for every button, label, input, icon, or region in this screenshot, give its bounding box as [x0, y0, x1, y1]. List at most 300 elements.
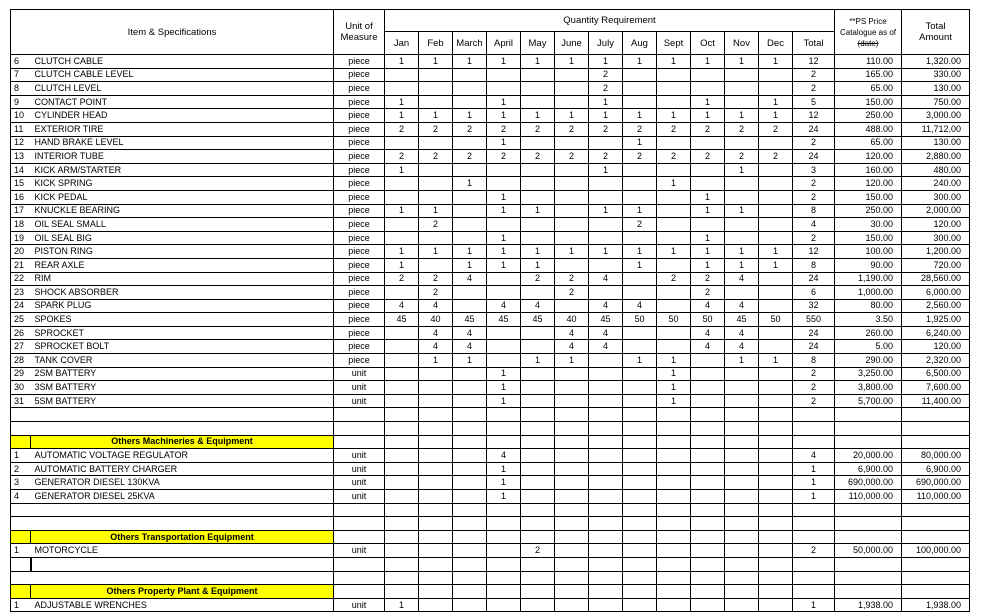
month-qty: [657, 204, 691, 218]
unit-of-measure: piece: [334, 55, 385, 69]
unit-price: 50,000.00: [835, 544, 902, 558]
item-name: [31, 571, 334, 585]
month-qty: [657, 136, 691, 150]
row-number: 21: [11, 258, 31, 272]
total-amount: 130.00: [902, 136, 970, 150]
blank-cell: [385, 503, 419, 517]
unit-price: 120.00: [835, 150, 902, 164]
item-name: 5SM BATTERY: [31, 394, 334, 408]
procurement-table: [10, 9, 970, 612]
month-qty: 1: [657, 394, 691, 408]
blank-cell: [521, 435, 555, 449]
month-qty: [691, 163, 725, 177]
blank-cell: [759, 503, 793, 517]
month-qty: [657, 462, 691, 476]
month-qty: [555, 204, 589, 218]
blank-cell: [725, 435, 759, 449]
month-qty: 2: [555, 122, 589, 136]
blank-cell: [334, 557, 385, 571]
month-qty: [419, 367, 453, 381]
section-title: Others Transportation Equipment: [31, 530, 334, 544]
table-row: [11, 177, 970, 191]
row-number: [11, 408, 31, 422]
amount-header-line-1: Total: [925, 21, 946, 32]
blank-cell: [555, 503, 589, 517]
table-row: [11, 340, 970, 354]
blank-cell: [555, 585, 589, 599]
month-qty: [759, 449, 793, 463]
blank-cell: [385, 517, 419, 531]
blank-cell: [725, 422, 759, 436]
month-qty: 2: [623, 122, 657, 136]
month-qty: [623, 82, 657, 96]
month-qty: 1: [453, 258, 487, 272]
month-qty: 1: [623, 204, 657, 218]
month-qty: 1: [385, 55, 419, 69]
row-number: [11, 517, 31, 531]
month-qty: [419, 95, 453, 109]
month-qty: [521, 95, 555, 109]
month-qty: 1: [419, 109, 453, 123]
month-qty: 1: [589, 109, 623, 123]
month-qty: 1: [487, 55, 521, 69]
month-qty: [657, 340, 691, 354]
total-qty: 24: [793, 272, 835, 286]
month-qty: [657, 190, 691, 204]
row-number: 1: [11, 544, 31, 558]
unit-of-measure: piece: [334, 163, 385, 177]
month-qty: [555, 95, 589, 109]
month-qty: 1: [657, 367, 691, 381]
month-qty: 4: [691, 340, 725, 354]
blank-cell: [589, 422, 623, 436]
table-row: [11, 82, 970, 96]
month-qty: [521, 340, 555, 354]
unit-of-measure: unit: [334, 544, 385, 558]
row-number: [11, 557, 31, 571]
month-qty: 2: [759, 122, 793, 136]
month-qty: [385, 340, 419, 354]
month-qty: [759, 381, 793, 395]
blank-cell: [725, 517, 759, 531]
month-qty: 1: [759, 55, 793, 69]
month-qty: [623, 598, 657, 612]
blank-cell: [793, 585, 835, 599]
month-qty: [453, 367, 487, 381]
total-qty: 1: [793, 476, 835, 490]
month-qty: [623, 177, 657, 191]
row-number: 20: [11, 245, 31, 259]
unit-of-measure: piece: [334, 150, 385, 164]
month-qty: [759, 367, 793, 381]
month-qty: 4: [453, 326, 487, 340]
blank-cell: [759, 422, 793, 436]
blank-cell: [555, 557, 589, 571]
month-qty: 2: [521, 272, 555, 286]
month-qty: [589, 544, 623, 558]
month-qty: 1: [657, 245, 691, 259]
blank-cell: [453, 517, 487, 531]
month-qty: 1: [623, 258, 657, 272]
total-amount: 1,938.00: [902, 598, 970, 612]
month-qty: [419, 490, 453, 504]
month-qty: [623, 394, 657, 408]
month-qty: 1: [385, 258, 419, 272]
blank-cell: [902, 422, 970, 436]
month-header-aug: Aug: [623, 32, 657, 55]
month-qty: [555, 177, 589, 191]
blank-cell: [487, 530, 521, 544]
month-qty: 1: [759, 258, 793, 272]
table-row: [11, 299, 970, 313]
month-qty: 2: [725, 122, 759, 136]
month-qty: 1: [487, 95, 521, 109]
month-qty: 4: [725, 299, 759, 313]
month-qty: 1: [487, 109, 521, 123]
month-qty: [419, 190, 453, 204]
blank-cell: [521, 408, 555, 422]
month-qty: 1: [657, 381, 691, 395]
unit-of-measure: unit: [334, 490, 385, 504]
month-qty: [589, 286, 623, 300]
month-qty: [555, 462, 589, 476]
item-name: TANK COVER: [31, 354, 334, 368]
blank-cell: [835, 422, 902, 436]
month-qty: 1: [691, 55, 725, 69]
month-qty: [725, 136, 759, 150]
unit-of-measure: piece: [334, 231, 385, 245]
table-row: [11, 272, 970, 286]
blank-cell: [589, 557, 623, 571]
blank-cell: [623, 408, 657, 422]
month-qty: 1: [521, 258, 555, 272]
month-qty: [589, 177, 623, 191]
table-row: [11, 55, 970, 69]
blank-cell: [385, 557, 419, 571]
unit-price: 165.00: [835, 68, 902, 82]
month-qty: 4: [725, 272, 759, 286]
blank-cell: [385, 571, 419, 585]
month-qty: [657, 490, 691, 504]
month-qty: 2: [691, 272, 725, 286]
blank-cell: [759, 571, 793, 585]
row-number: 11: [11, 122, 31, 136]
month-qty: [759, 163, 793, 177]
month-qty: [419, 462, 453, 476]
month-qty: [759, 490, 793, 504]
month-qty: [759, 544, 793, 558]
blank-cell: [555, 530, 589, 544]
month-qty: [623, 326, 657, 340]
blank-cell: [902, 408, 970, 422]
blank-cell: [521, 571, 555, 585]
month-qty: 1: [521, 204, 555, 218]
month-qty: 1: [725, 354, 759, 368]
blank-row: [11, 557, 970, 571]
unit-price: 3,250.00: [835, 367, 902, 381]
month-qty: [385, 218, 419, 232]
month-qty: 4: [385, 299, 419, 313]
item-name: KICK SPRING: [31, 177, 334, 191]
blank-cell: [334, 585, 385, 599]
item-name: OIL SEAL SMALL: [31, 218, 334, 232]
unit-price: 690,000.00: [835, 476, 902, 490]
blank-cell: [521, 517, 555, 531]
month-qty: [555, 299, 589, 313]
month-qty: [759, 68, 793, 82]
month-qty: [691, 68, 725, 82]
month-qty: [521, 286, 555, 300]
total-amount: 110,000.00: [902, 490, 970, 504]
price-header-line-2: Catalogue as of: [839, 27, 897, 37]
total-qty: 3: [793, 163, 835, 177]
unit-of-measure: unit: [334, 394, 385, 408]
item-name: EXTERIOR TIRE: [31, 122, 334, 136]
month-qty: [657, 258, 691, 272]
month-qty: 4: [419, 340, 453, 354]
total-amount: 6,000.00: [902, 286, 970, 300]
blank-cell: [793, 503, 835, 517]
table-row: [11, 544, 970, 558]
total-qty: 24: [793, 340, 835, 354]
section-fill: [11, 530, 31, 544]
month-qty: [589, 476, 623, 490]
month-qty: [453, 95, 487, 109]
month-qty: 4: [725, 326, 759, 340]
row-number: 19: [11, 231, 31, 245]
month-qty: [521, 82, 555, 96]
month-qty: 4: [589, 326, 623, 340]
month-qty: [555, 598, 589, 612]
blank-cell: [385, 408, 419, 422]
unit-of-measure: piece: [334, 68, 385, 82]
unit-of-measure: piece: [334, 272, 385, 286]
table-row: [11, 354, 970, 368]
row-number: 30: [11, 381, 31, 395]
month-qty: [453, 299, 487, 313]
month-qty: [725, 218, 759, 232]
month-qty: 50: [657, 313, 691, 327]
month-qty: [555, 449, 589, 463]
item-name: INTERIOR TUBE: [31, 150, 334, 164]
month-qty: 2: [453, 122, 487, 136]
month-qty: [691, 544, 725, 558]
amount-header: [902, 10, 970, 55]
blank-cell: [521, 557, 555, 571]
table-row: [11, 95, 970, 109]
month-qty: 1: [453, 245, 487, 259]
month-qty: [555, 231, 589, 245]
month-qty: [725, 231, 759, 245]
blank-cell: [902, 557, 970, 571]
month-qty: [419, 476, 453, 490]
total-qty: 550: [793, 313, 835, 327]
month-qty: [487, 326, 521, 340]
month-qty: 2: [589, 82, 623, 96]
row-number: 18: [11, 218, 31, 232]
item-name: KICK ARM/STARTER: [31, 163, 334, 177]
month-qty: [759, 598, 793, 612]
section-property: [11, 585, 970, 599]
unit-of-measure: piece: [334, 286, 385, 300]
month-qty: [555, 476, 589, 490]
month-qty: [419, 177, 453, 191]
blank-cell: [487, 435, 521, 449]
month-qty: [725, 544, 759, 558]
total-amount: 120.00: [902, 340, 970, 354]
blank-cell: [623, 530, 657, 544]
row-number: [11, 422, 31, 436]
blank-cell: [385, 435, 419, 449]
table-row: [11, 394, 970, 408]
unit-of-measure: piece: [334, 122, 385, 136]
table-row: [11, 313, 970, 327]
unit-of-measure: piece: [334, 177, 385, 191]
blank-cell: [793, 557, 835, 571]
month-qty: 2: [385, 272, 419, 286]
row-number: 13: [11, 150, 31, 164]
month-qty: [725, 394, 759, 408]
blank-cell: [487, 503, 521, 517]
month-qty: 1: [487, 136, 521, 150]
blank-cell: [902, 435, 970, 449]
blank-cell: [623, 435, 657, 449]
total-qty: 2: [793, 82, 835, 96]
item-name: CONTACT POINT: [31, 95, 334, 109]
total-amount: 240.00: [902, 177, 970, 191]
item-name: [31, 422, 334, 436]
month-qty: [555, 381, 589, 395]
blank-cell: [835, 517, 902, 531]
blank-cell: [334, 571, 385, 585]
blank-cell: [487, 408, 521, 422]
blank-cell: [487, 585, 521, 599]
row-number: 14: [11, 163, 31, 177]
blank-cell: [334, 408, 385, 422]
month-qty: 1: [589, 95, 623, 109]
item-name: ADJUSTABLE WRENCHES: [31, 598, 334, 612]
month-qty: [521, 190, 555, 204]
total-qty: 1: [793, 490, 835, 504]
unit-of-measure: piece: [334, 95, 385, 109]
total-amount: 100,000.00: [902, 544, 970, 558]
section-fill: [11, 435, 31, 449]
month-qty: [419, 598, 453, 612]
month-qty: [385, 68, 419, 82]
table-row: [11, 122, 970, 136]
blank-cell: [487, 557, 521, 571]
month-qty: [453, 598, 487, 612]
month-qty: 1: [759, 95, 793, 109]
total-qty: 1: [793, 598, 835, 612]
blank-cell: [453, 435, 487, 449]
month-qty: [691, 462, 725, 476]
month-qty: [385, 544, 419, 558]
month-qty: 1: [419, 55, 453, 69]
month-qty: [385, 381, 419, 395]
month-qty: 2: [657, 150, 691, 164]
total-qty: 2: [793, 190, 835, 204]
blank-cell: [902, 517, 970, 531]
total-qty: 6: [793, 286, 835, 300]
month-qty: [657, 163, 691, 177]
month-qty: 2: [453, 150, 487, 164]
month-qty: [691, 598, 725, 612]
month-qty: [725, 598, 759, 612]
month-qty: [623, 95, 657, 109]
blank-cell: [521, 530, 555, 544]
month-qty: 1: [691, 245, 725, 259]
month-qty: 2: [555, 286, 589, 300]
month-qty: 1: [691, 190, 725, 204]
month-qty: [385, 231, 419, 245]
item-name: GENERATOR DIESEL 25KVA: [31, 490, 334, 504]
row-number: 27: [11, 340, 31, 354]
month-qty: [725, 190, 759, 204]
month-header-april: April: [487, 32, 521, 55]
month-qty: [759, 231, 793, 245]
unit-price: 20,000.00: [835, 449, 902, 463]
month-qty: [691, 476, 725, 490]
month-qty: [453, 462, 487, 476]
blank-cell: [453, 585, 487, 599]
month-header-oct: Oct: [691, 32, 725, 55]
table-row: [11, 204, 970, 218]
unit-price: 1,190.00: [835, 272, 902, 286]
month-qty: [623, 340, 657, 354]
total-amount: 11,400.00: [902, 394, 970, 408]
unit-price: 290.00: [835, 354, 902, 368]
month-qty: [589, 449, 623, 463]
total-amount: 80,000.00: [902, 449, 970, 463]
unit-price: 160.00: [835, 163, 902, 177]
month-qty: [487, 544, 521, 558]
month-qty: 1: [385, 204, 419, 218]
month-qty: [691, 218, 725, 232]
item-name: PISTON RING: [31, 245, 334, 259]
unit-price: 260.00: [835, 326, 902, 340]
total-qty-header: Total: [793, 32, 835, 55]
unit-header-line-2: Measure: [340, 32, 378, 43]
row-number: 15: [11, 177, 31, 191]
month-qty: 50: [691, 313, 725, 327]
blank-cell: [657, 557, 691, 571]
unit-price: 150.00: [835, 190, 902, 204]
month-qty: 2: [487, 122, 521, 136]
month-qty: 2: [725, 150, 759, 164]
month-qty: 1: [589, 163, 623, 177]
month-qty: [453, 218, 487, 232]
row-number: 31: [11, 394, 31, 408]
month-qty: 4: [453, 272, 487, 286]
blank-cell: [453, 503, 487, 517]
unit-price: 65.00: [835, 82, 902, 96]
month-qty: [419, 381, 453, 395]
blank-cell: [419, 557, 453, 571]
month-qty: [555, 136, 589, 150]
month-qty: [725, 367, 759, 381]
month-qty: [453, 476, 487, 490]
month-qty: [453, 190, 487, 204]
unit-of-measure: piece: [334, 299, 385, 313]
unit-price: 250.00: [835, 204, 902, 218]
row-number: 1: [11, 449, 31, 463]
month-qty: [453, 449, 487, 463]
month-qty: 1: [487, 190, 521, 204]
month-qty: [657, 326, 691, 340]
table-row: [11, 231, 970, 245]
blank-cell: [657, 435, 691, 449]
